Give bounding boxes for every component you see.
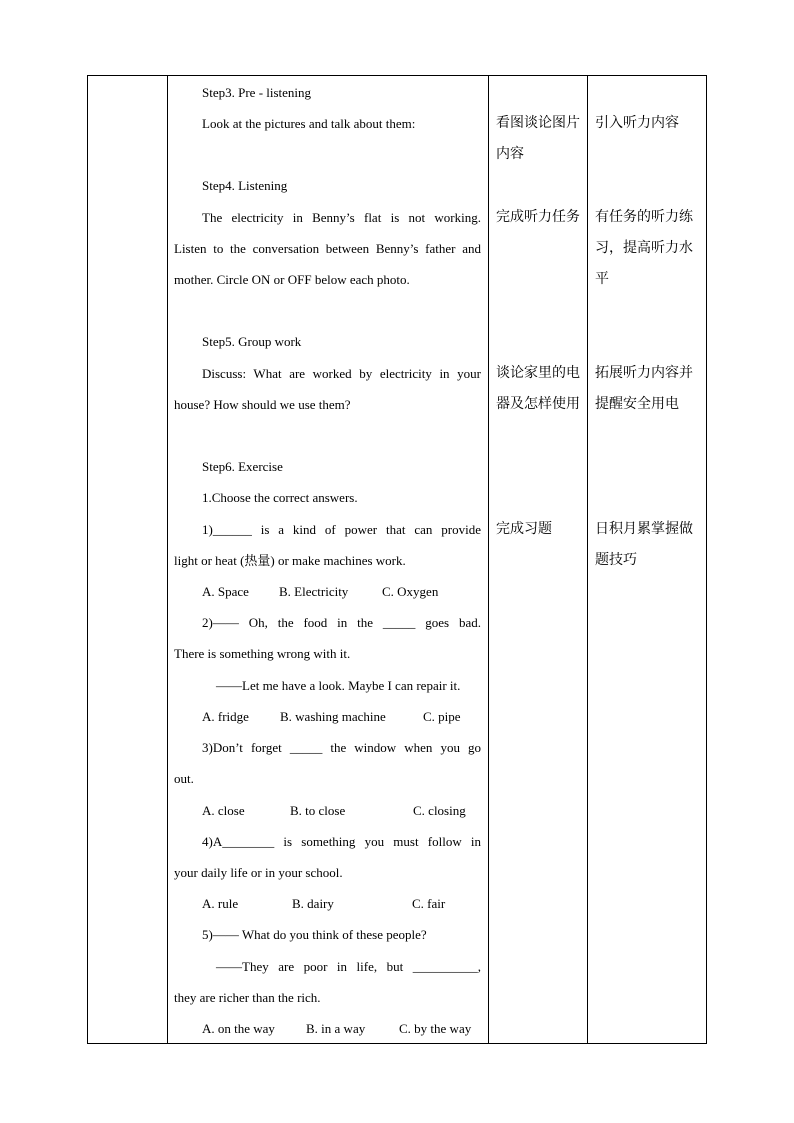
column-divider-2 [488,76,489,1043]
question-5-option-a: A. on the way [202,1021,275,1036]
step4-purpose-line-2: 习，提高听力水 [595,240,693,256]
question-4-option-a: A. rule [202,896,239,911]
column-divider-3 [587,76,588,1043]
question-5-line-1: 5)—— What do you think of these people? [202,927,427,942]
step4-line-3: mother. Circle ON or OFF below each photo. [174,272,410,287]
question-2-line-3: ——Let me have a look. Maybe I can repair it. [216,678,461,693]
step6-activity-line-1: 完成习题 [496,521,552,537]
step6-title: Step6. Exercise [202,459,283,474]
step4-purpose-line-3: 平 [595,271,609,287]
step6-subtitle: 1.Choose the correct answers. [202,490,358,505]
question-4-option-b: B. dairy [292,896,334,911]
step4-purpose-line-1: 有任务的听力练 [595,209,693,225]
question-2-option-b: B. washing machine [280,709,386,724]
question-4-line-2: your daily life or in your school. [174,865,343,880]
question-2-option-c: C. pipe [423,709,461,724]
question-1-line-1: 1)______ is a kind of power that can provide [202,522,481,537]
question-5-line-3: they are richer than the rich. [174,990,321,1005]
step5-purpose-line-2: 提醒安全用电 [595,396,679,412]
step5-activity-line-2: 器及怎样使用 [496,396,580,412]
step3-purpose-line-1: 引入听力内容 [595,115,679,131]
step5-title: Step5. Group work [202,334,302,349]
question-3-line-2: out. [174,771,194,786]
question-3-line-1: 3)Don’t forget _____ the window when you go [202,740,481,755]
step6-purpose-line-1: 日积月累掌握做 [595,521,693,537]
question-2-line-1: 2)—— Oh, the food in the _____ goes bad. [202,615,481,630]
question-2-option-a: A. fridge [202,709,249,724]
question-5-option-b: B. in a way [306,1021,366,1036]
step5-activity-line-1: 谈论家里的电 [496,365,580,381]
question-3-option-b: B. to close [290,803,346,818]
question-3-option-a: A. close [202,803,245,818]
step3-activity-line-1: 看图谈论图片 [496,115,580,131]
step4-activity-line-1: 完成听力任务 [496,209,580,225]
step5-purpose-line-1: 拓展听力内容并 [595,365,693,381]
step4-line-2: Listen to the conversation between Benny’s father and [174,241,481,256]
step3-activity-line-2: 内容 [496,146,524,162]
question-1-line-2: light or heat (热量) or make machines work. [174,553,406,568]
step4-line-1: The electricity in Benny’s flat is not working. [202,210,481,225]
step3-text: Look at the pictures and talk about them: [202,116,416,131]
question-4-line-1: 4)A________ is something you must follow in [202,834,481,849]
question-1-option-a: A. Space [202,584,249,599]
question-1-option-b: B. Electricity [279,584,349,599]
question-4-option-c: C. fair [412,896,446,911]
step6-purpose-line-2: 题技巧 [595,552,637,568]
question-5-option-c: C. by the way [399,1021,472,1036]
question-3-option-c: C. closing [413,803,466,818]
step4-title: Step4. Listening [202,178,288,193]
question-2-line-2: There is something wrong with it. [174,646,351,661]
step5-line-1: Discuss: What are worked by electricity in your [202,366,481,381]
question-5-line-2: ——They are poor in life, but __________, [216,959,481,974]
step3-title: Step3. Pre - listening [202,85,312,100]
column-divider-1 [167,76,168,1043]
step5-line-2: house? How should we use them? [174,397,351,412]
question-1-option-c: C. Oxygen [382,584,439,599]
